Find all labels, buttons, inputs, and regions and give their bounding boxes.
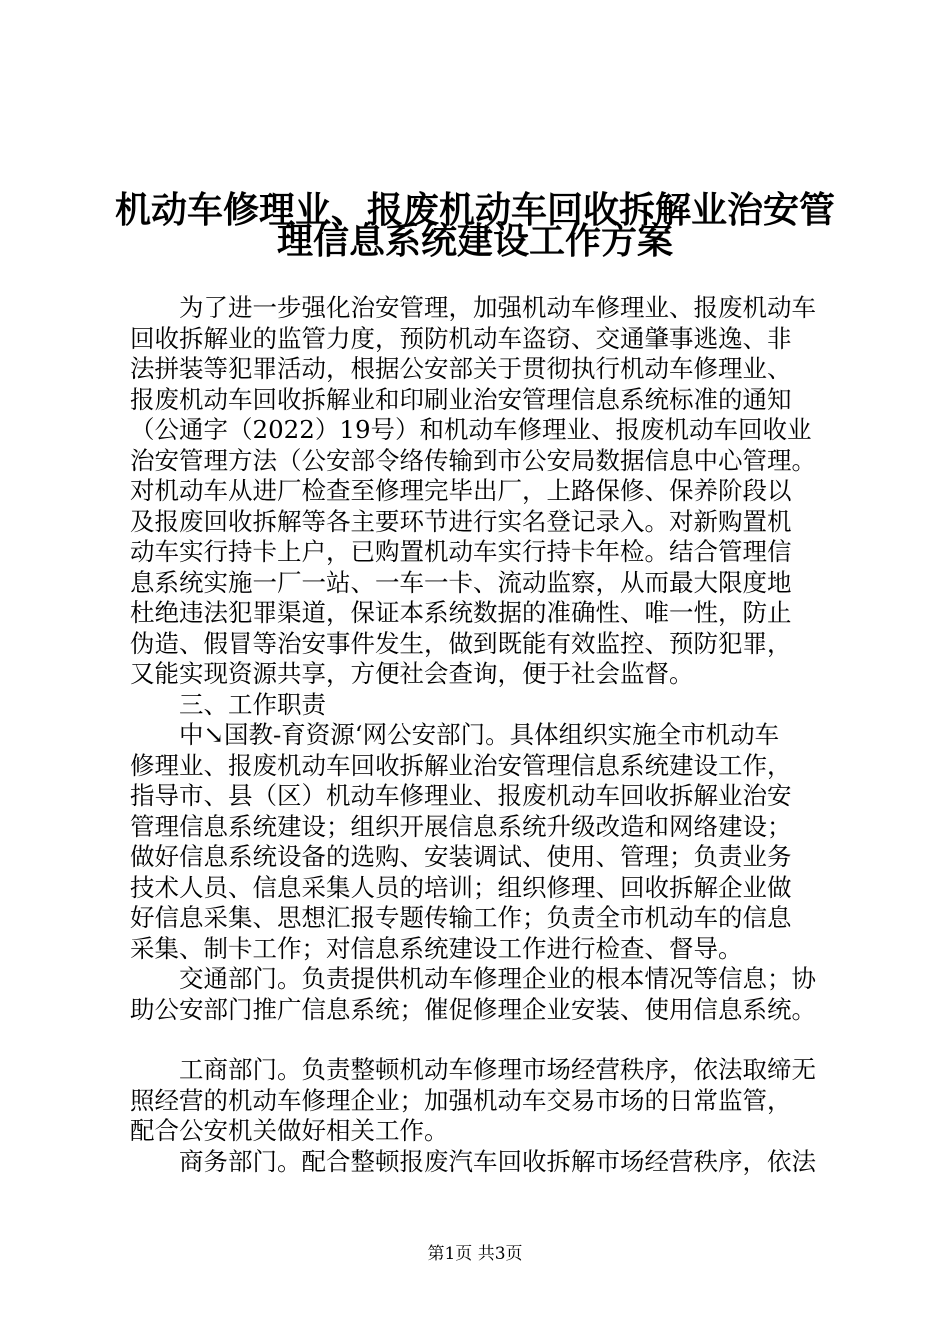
paragraph-line: 治安管理方法（公安部令络传输到市公安局数据信息中心管理。 xyxy=(130,445,816,475)
paragraph-line: 伪造、假冒等治安事件发生，做到既能有效监控、预防犯罪， xyxy=(130,628,792,658)
paragraph-line: 为了进一步强化治安管理，加强机动车修理业、报废机动车 xyxy=(179,293,816,322)
paragraph-line: 好信息采集、思想汇报专题传输工作；负责全市机动车的信息 xyxy=(130,903,792,932)
paragraph-line: 对机动车从进厂检查至修理完毕出厂，上路保修、保养阶段以 xyxy=(130,476,792,505)
paragraph-line: 指导市、县（区）机动车修理业、报废机动车回收拆解业治安 xyxy=(130,781,792,810)
paragraph-line: 法拼装等犯罪活动，根据公安部关于贯彻执行机动车修理业、 xyxy=(130,354,792,383)
paragraph-gap xyxy=(130,1025,850,1055)
paragraph-line: 技术人员、信息采集人员的培训；组织修理、回收拆解企业做 xyxy=(130,872,792,902)
paragraph-line: 息系统实施一厂一站、一车一卡、流动监察，从而最大限度地 xyxy=(130,567,792,597)
document-title-line-2: 理信息系统建设工作方案 xyxy=(276,221,673,262)
paragraph-line: 照经营的机动车修理企业；加强机动车交易市场的日常监管， xyxy=(130,1085,792,1115)
paragraph-line: 交通部门。负责提供机动车修理企业的根本情况等信息；协 xyxy=(179,964,816,993)
paragraph-line: 做好信息系统设备的选购、安装调试、使用、管理；负责业务 xyxy=(130,842,792,871)
paragraph-line: 助公安部门推广信息系统；催促修理企业安装、使用信息系统。 xyxy=(130,994,816,1024)
paragraph-line: 采集、制卡工作；对信息系统建设工作进行检查、督导。 xyxy=(130,933,743,963)
section-heading: 三、工作职责 xyxy=(179,689,326,719)
paragraph-line: 配合公安机关做好相关工作。 xyxy=(130,1116,449,1145)
paragraph-line: 杜绝违法犯罪渠道，保证本系统数据的准确性、唯一性，防止 xyxy=(130,598,792,627)
paragraph-line: 商务部门。配合整顿报废汽车回收拆解市场经营秩序，依法 xyxy=(179,1146,816,1176)
paragraph-line: 报废机动车回收拆解业和印刷业治安管理信息系统标准的通知 xyxy=(130,384,792,414)
paragraph-line: 中↘国教-育资源‘网公安部门。具体组织实施全市机动车 xyxy=(179,720,780,749)
paragraph-line: （公通字（2022）19号）和机动车修理业、报废机动车回收业 xyxy=(130,415,812,444)
paragraph-line: 工商部门。负责整顿机动车修理市场经营秩序，依法取缔无 xyxy=(179,1055,816,1084)
paragraph-line: 动车实行持卡上户，已购置机动车实行持卡年检。结合管理信 xyxy=(130,537,792,566)
page-footer: 第1页 共3页 xyxy=(427,1244,523,1264)
document-title-line-1: 机动车修理业、报废机动车回收拆解业治安管 xyxy=(114,190,835,231)
paragraph-line: 管理信息系统建设；组织开展信息系统升级改造和网络建设； xyxy=(130,811,792,841)
document-body xyxy=(130,293,850,1177)
paragraph-line: 回收拆解业的监管力度，预防机动车盗窃、交通肇事逃逸、非 xyxy=(130,323,792,353)
paragraph-line: 修理业、报废机动车回收拆解业治安管理信息系统建设工作， xyxy=(130,750,792,780)
paragraph-line: 又能实现资源共享，方便社会查询，便于社会监督。 xyxy=(130,659,694,688)
paragraph-line: 及报废回收拆解等各主要环节进行实名登记录入。对新购置机 xyxy=(130,506,792,536)
